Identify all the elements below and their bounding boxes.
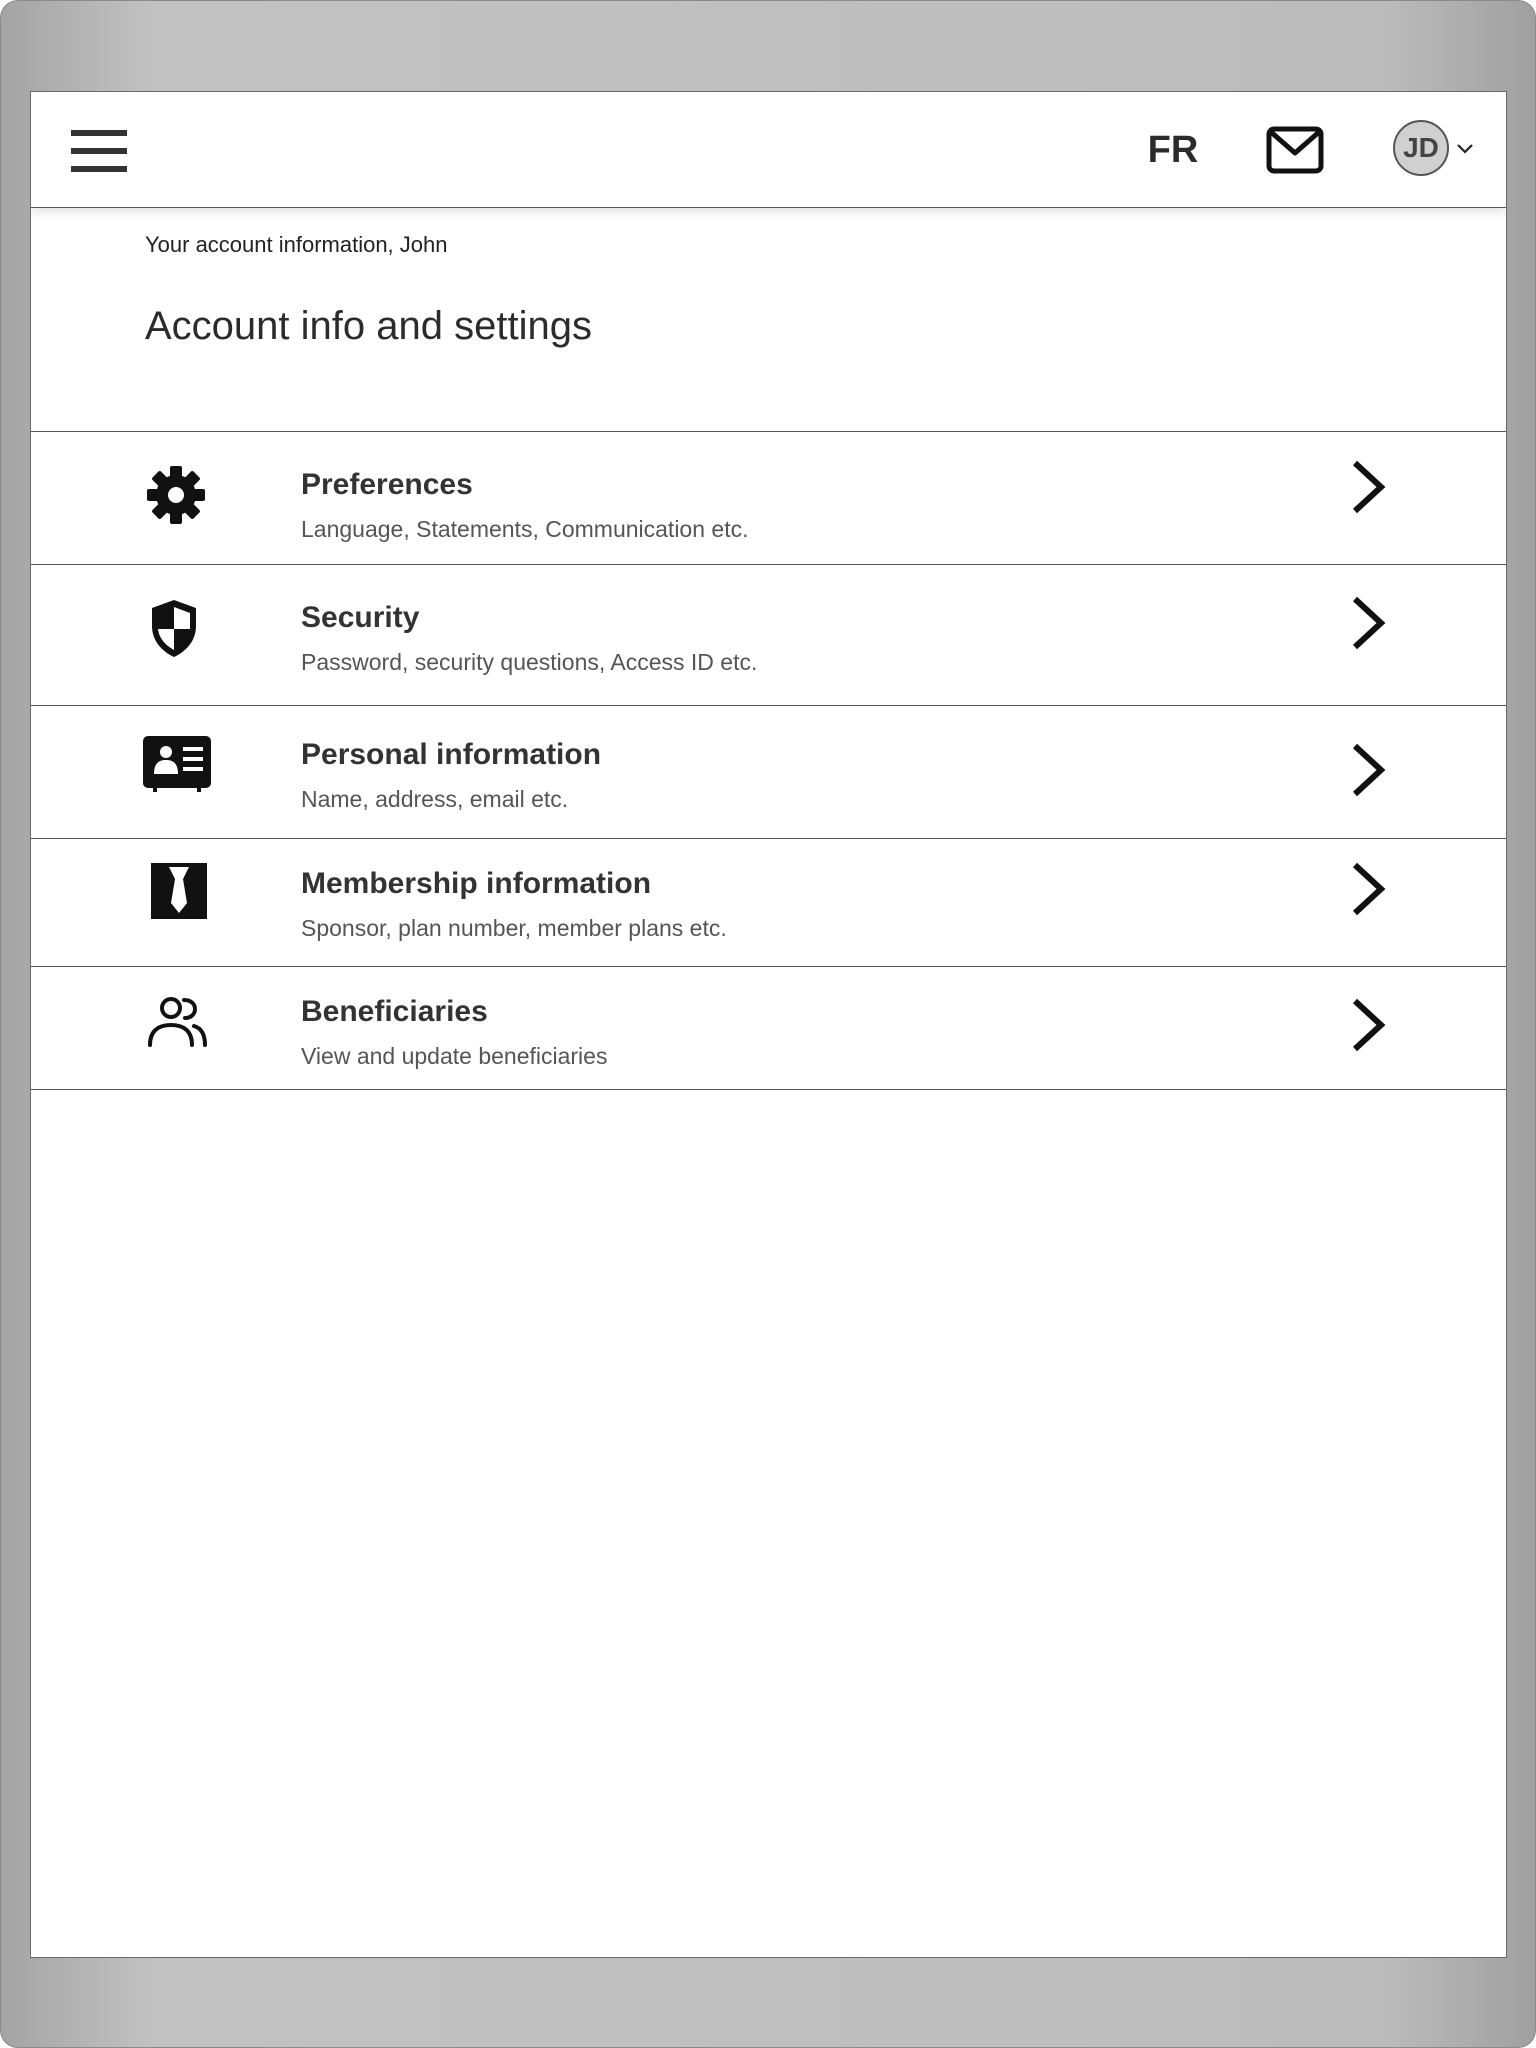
chevron-right-icon [1349, 997, 1389, 1053]
chevron-right-icon [1349, 459, 1389, 515]
settings-row-title: Membership information [301, 867, 652, 900]
settings-row-beneficiaries[interactable] [31, 966, 1506, 1090]
people-icon [147, 995, 213, 1061]
settings-row-description: View and update beneficiaries [301, 1043, 608, 1069]
page-subtitle: Your account information, John [145, 232, 448, 257]
chevron-right-icon [1349, 595, 1389, 651]
chevron-down-icon[interactable] [1457, 144, 1473, 154]
hamburger-menu-icon[interactable] [71, 130, 127, 172]
chevron-right-icon [1349, 861, 1389, 917]
settings-row-title: Preferences [301, 468, 473, 501]
envelope-icon[interactable] [1266, 126, 1324, 174]
language-toggle[interactable]: FR [1147, 129, 1199, 171]
settings-row-description: Sponsor, plan number, member plans etc. [301, 915, 727, 941]
gear-icon [143, 462, 209, 528]
settings-row-security[interactable] [31, 564, 1506, 706]
settings-row-preferences[interactable] [31, 431, 1506, 565]
settings-row-membership-information[interactable] [31, 838, 1506, 967]
chevron-right-icon [1349, 742, 1389, 798]
necktie-badge-icon [151, 861, 217, 927]
settings-row-description: Language, Statements, Communication etc. [301, 516, 749, 542]
top-bar [31, 92, 1506, 208]
page-title: Account info and settings [145, 304, 592, 348]
settings-row-description: Password, security questions, Access ID etc. [301, 649, 758, 675]
settings-row-personal-information[interactable] [31, 705, 1506, 839]
avatar[interactable]: JD [1393, 120, 1449, 176]
user-menu[interactable] [1393, 120, 1493, 180]
id-card-icon [143, 734, 209, 800]
settings-row-title: Personal information [301, 738, 602, 771]
settings-row-title: Beneficiaries [301, 995, 488, 1028]
shield-icon [143, 595, 209, 661]
settings-row-description: Name, address, email etc. [301, 786, 569, 812]
settings-row-title: Security [301, 601, 420, 634]
app-screen [30, 91, 1507, 1958]
